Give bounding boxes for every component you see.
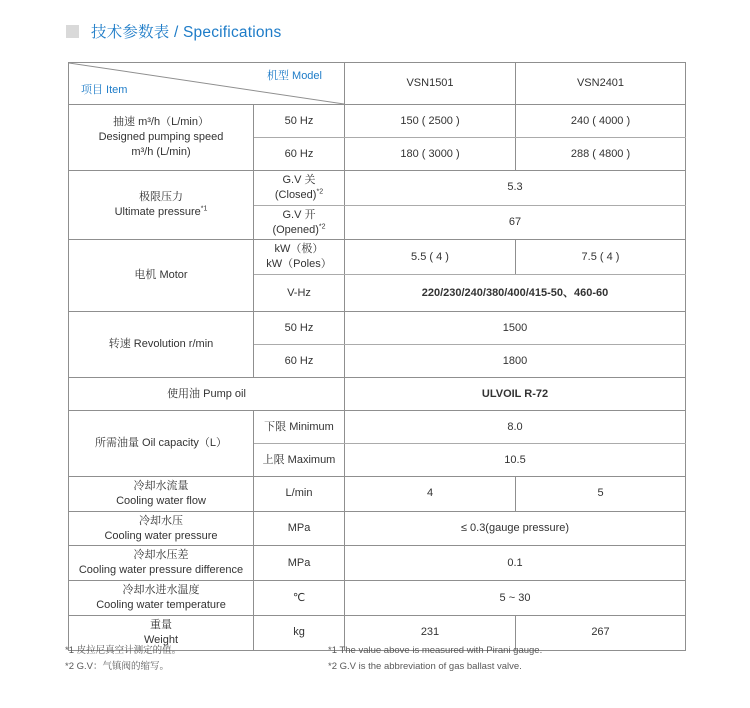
motor-vhz-label: V-Hz [254, 275, 345, 312]
specifications-table [68, 62, 686, 651]
motor-kw-vsn2401: 7.5 ( 4 ) [516, 240, 686, 275]
oil-capacity-min-label: 下限 Minimum [254, 411, 345, 444]
water-temp-value: 5 ~ 30 [345, 581, 686, 616]
water-temp-unit: ℃ [254, 581, 345, 616]
water-pressure-unit: MPa [254, 511, 345, 546]
pumping-speed-60hz-label: 60 Hz [254, 138, 345, 171]
weight-vsn1501: 231 [345, 615, 516, 650]
ultimate-pressure-label: 极限压力 Ultimate pressure$^{*1}$ [69, 171, 254, 240]
oil-capacity-min-value: 8.0 [345, 411, 686, 444]
diagonal-header-cell [69, 63, 345, 105]
row-pumping-speed-50hz [69, 105, 686, 138]
row-motor-kw [69, 240, 686, 275]
row-pump-oil [69, 378, 686, 411]
footnote-en-2: *2 G.V is the abbreviation of gas ballast valve. [328, 661, 522, 672]
oil-capacity-max-value: 10.5 [345, 444, 686, 477]
row-water-temp [69, 581, 686, 616]
revolution-50hz-label: 50 Hz [254, 312, 345, 345]
water-pressure-diff-unit: MPa [254, 546, 345, 581]
water-pressure-diff-label: 冷却水压差 Cooling water pressure difference [69, 546, 254, 581]
footnote-zh-1: *1 皮拉尼真空计测定的值。 [65, 645, 182, 656]
weight-label: 重量 Weight [69, 615, 254, 650]
square-bullet-icon [66, 25, 79, 38]
water-temp-label: 冷却水进水温度 Cooling water temperature [69, 581, 254, 616]
water-pressure-diff-value: 0.1 [345, 546, 686, 581]
row-revolution-50hz [69, 312, 686, 345]
revolution-60hz-label: 60 Hz [254, 345, 345, 378]
ultimate-pressure-opened-value: 67 [345, 205, 686, 240]
motor-label: 电机 Motor [69, 240, 254, 312]
page-title: 技术参数表 / Specifications [91, 24, 282, 41]
footnote-en-1: *1 The value above is measured with Pirani gauge. [328, 645, 543, 656]
footnote-zh-2: *2 G.V：气镇阀的缩写。 [65, 661, 169, 672]
motor-kw-vsn1501: 5.5 ( 4 ) [345, 240, 516, 275]
pump-oil-value: ULVOIL R-72 [345, 378, 686, 411]
model-header-label: 机型 Model [266, 70, 322, 82]
water-flow-unit: L/min [254, 477, 345, 512]
water-flow-label: 冷却水流量 Cooling water flow [69, 477, 254, 512]
oil-capacity-max-label: 上限 Maximum [254, 444, 345, 477]
gv-closed-label: G.V 关 (Closed)$^{*2}$ [254, 171, 345, 206]
weight-unit: kg [254, 615, 345, 650]
revolution-50hz-value: 1500 [345, 312, 686, 345]
header-row [69, 63, 686, 105]
revolution-label: 转速 Revolution r/min [69, 312, 254, 378]
oil-capacity-label: 所需油量 Oil capacity（L） [69, 411, 254, 477]
row-ultimate-pressure-closed [69, 171, 686, 206]
gv-opened-label: G.V 开 (Opened)$^{*2}$ [254, 205, 345, 240]
row-water-pressure-diff [69, 546, 686, 581]
motor-kw-label: kW（极） kW（Poles） [254, 240, 345, 275]
ultimate-pressure-closed-value: 5.3 [345, 171, 686, 206]
weight-vsn2401: 267 [516, 615, 686, 650]
pumping-speed-label: 抽速 m³/h（L/min） Designed pumping speed m³/h (L/min) [69, 105, 254, 171]
pumping-speed-60hz-vsn1501: 180 ( 3000 ) [345, 138, 516, 171]
water-pressure-label: 冷却水压 Cooling water pressure [69, 511, 254, 546]
water-pressure-value: ≤ 0.3(gauge pressure) [345, 511, 686, 546]
revolution-60hz-value: 1800 [345, 345, 686, 378]
pumping-speed-50hz-label: 50 Hz [254, 105, 345, 138]
pumping-speed-60hz-vsn2401: 288 ( 4800 ) [516, 138, 686, 171]
motor-vhz-value: 220/230/240/380/400/415-50、460-60 [345, 275, 686, 312]
item-header-label: 项目 Item [81, 84, 128, 97]
pump-oil-label: 使用油 Pump oil [69, 378, 345, 411]
row-oil-capacity-min [69, 411, 686, 444]
model-vsn2401-header: VSN2401 [516, 63, 686, 105]
footnotes-english [328, 643, 685, 675]
pumping-speed-50hz-vsn1501: 150 ( 2500 ) [345, 105, 516, 138]
footnotes [65, 643, 685, 675]
water-flow-vsn2401: 5 [516, 477, 686, 512]
footnotes-chinese [65, 643, 328, 675]
model-vsn1501-header: VSN1501 [345, 63, 516, 105]
section-title-row [66, 20, 281, 42]
row-water-pressure [69, 511, 686, 546]
water-flow-vsn1501: 4 [345, 477, 516, 512]
row-water-flow [69, 477, 686, 512]
pumping-speed-50hz-vsn2401: 240 ( 4000 ) [516, 105, 686, 138]
